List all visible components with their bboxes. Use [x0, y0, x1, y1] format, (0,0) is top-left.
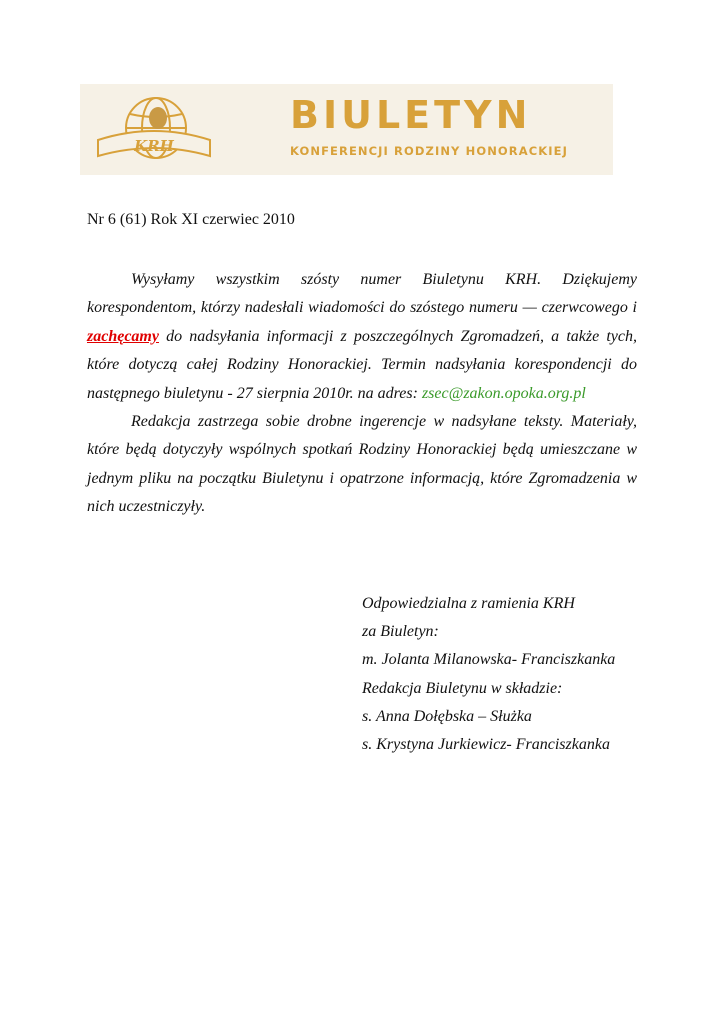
paragraph-1-part-1: Wysyłamy wszystkim szósty numer Biuletynu KRH. Dziękujemy korespondentom, którzy nadesłali wiadomości do szóstego numeru — czerwcowego i	[87, 271, 637, 317]
header-banner	[80, 84, 613, 175]
paragraph-1-part-2: do nadsyłania informacji z poszczególnych Zgromadzeń, a także tych, które dotyczą całej Rodziny Honorackiej. Termin nadsyłania korespondencji do następnego biuletynu - 27 sierpnia 2010r. na adres:	[87, 327, 637, 402]
email-link[interactable]: zsec@zakon.opoka.org.pl	[421, 384, 586, 402]
signature-line: s. Anna Dołębska – Służka	[362, 707, 532, 725]
signature-line: m. Jolanta Milanowska- Franciszkanka	[362, 651, 616, 669]
body-text	[87, 266, 637, 522]
logo-text: KRH	[134, 137, 174, 155]
signature-line: za Biuletyn:	[362, 623, 439, 641]
krh-logo-icon	[94, 88, 214, 172]
banner-title: BIULETYN	[290, 93, 532, 137]
signature-line: s. Krystyna Jurkiewicz- Franciszkanka	[362, 736, 610, 754]
signature-block	[362, 590, 615, 759]
signature-line: Odpowiedzialna z ramienia KRH	[362, 595, 575, 612]
paragraph-2: Redakcja zastrzega sobie drobne ingerencje w nadsyłane teksty. Materiały, które będą dotyczyły wspólnych spotkań Rodziny Honorackiej będą umieszczane w jednym pliku na początku Biuletynu i opatrzone informacją, które Zgromadzenia w nich uczestniczyły.	[87, 413, 637, 516]
banner-subtitle: KONFERENCJI RODZINY HONORACKIEJ	[290, 144, 569, 158]
highlight-word: zachęcamy	[87, 327, 159, 345]
paragraph-1	[87, 266, 637, 408]
signature-line: Redakcja Biuletynu w składzie:	[362, 679, 563, 697]
issue-line: Nr 6 (61) Rok XI czerwiec 2010	[87, 211, 295, 228]
